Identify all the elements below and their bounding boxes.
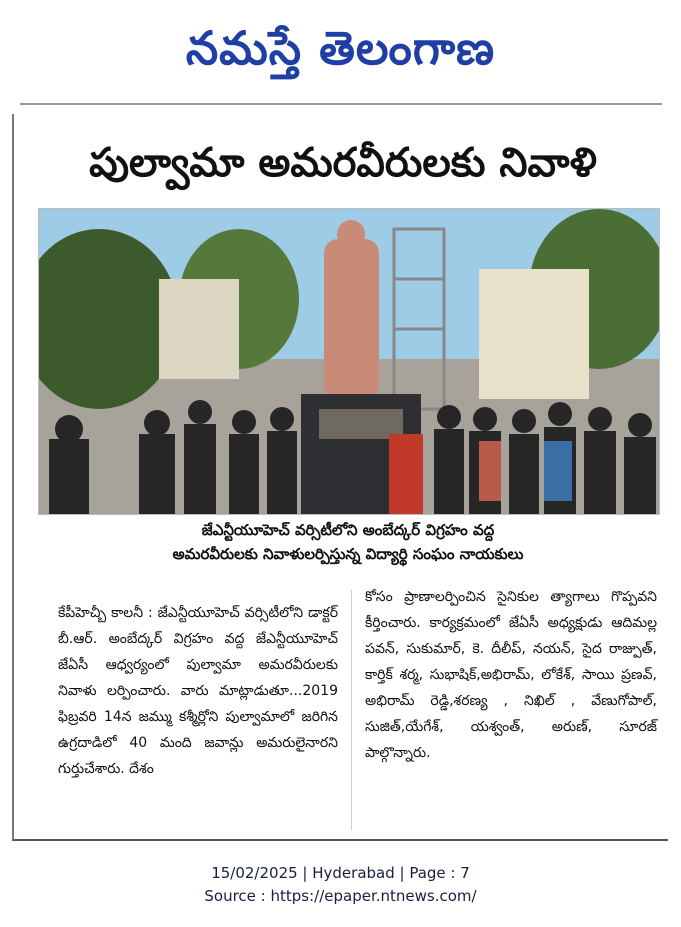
column-divider bbox=[351, 590, 352, 830]
masthead-divider bbox=[20, 103, 662, 105]
article-column-right: కోసం ప్రాణాలర్పించిన సైనికుల త్యాగాలు గొప్పవని కీర్తించారు. కార్యక్రమంలో జేఏసీ అధ్యక్షుడు ఆదిమల్ల పవన్, సుకుమార్, కె. దీలీప్, నయన్, సైద రాజ్పుత్, కార్తిక్ శర్మ, సుభాషిక్,అభిరామ్, లోకేశ్, సాయి ప్రణవ్, అభిరామ్ రెడ్డి,శరణ్య , నిఖిల్ , వేణుగోపాల్, సుజిత్,యేగేశ్, యశ్వంత్, అరుణ్, సూరజ్ పాల్గొన్నారు. bbox=[365, 589, 657, 761]
footer-source-line: Source : https://epaper.ntnews.com/ bbox=[204, 887, 477, 905]
footer-date-line: 15/02/2025 | Hyderabad | Page : 7 bbox=[211, 864, 470, 882]
caption-line-2: అమరవీరులకు నివాళులర్పిస్తున్న విద్యార్థి సంఘం నాయకులు bbox=[172, 545, 524, 563]
article-column-left: కేపీహెచ్బీ కాలనీ : జేఎన్టీయూహెచ్ వర్సిటీలోని డాక్టర్ బీ.ఆర్. అంబేద్కర్ విగ్రహం వద్ద జేఎన్టీయూహెచ్ జేఏసీ ఆధ్వర్యంలో పుల్వామా అమరవీరులకు నివాళు లర్పించారు. వారు మాట్లాడుతూ...2019 ఫిబ్రవరి 14న జమ్ము కశ్మీర్లోని పుల్వామాలో జరిగిన ఉగ్రదాడిలో 40 మంది జవాన్లు అమరులైనారని గుర్తుచేశారు. దేశం bbox=[58, 605, 338, 777]
caption-line-1: జేఎన్టీయూహెచ్ వర్సిటీలోని అంబేద్కర్ విగ్రహం వద్ద bbox=[201, 521, 495, 539]
photo-caption bbox=[40, 518, 656, 566]
article-photo bbox=[38, 208, 660, 515]
article-headline: పుల్వామా అమరవీరులకు నివాళి bbox=[89, 140, 597, 186]
newspaper-masthead: నమస్తే తెలంగాణ bbox=[185, 21, 496, 75]
photo-illustration bbox=[39, 209, 659, 514]
